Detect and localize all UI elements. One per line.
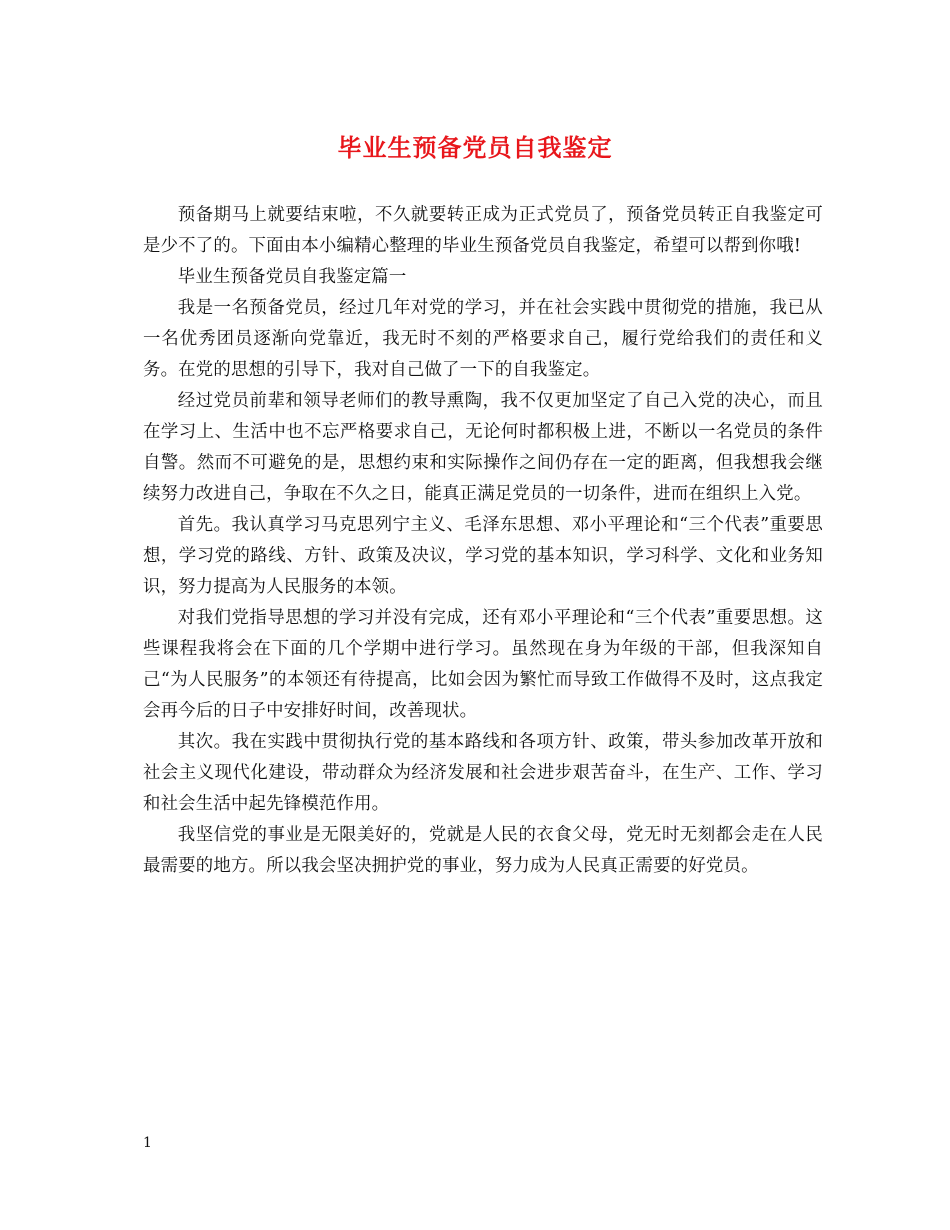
document-body [143, 200, 823, 882]
paragraph-2: 经过党员前辈和领导老师们的教导熏陶，我不仅更加坚定了自己入党的决心，而且在学习上、生活中也不忘严格要求自己，无论何时都积极上进，不断以一名党员的条件自警。然而不可避免的是，思想约束和实际操作之间仍存在一定的距离，但我想我会继续努力改进自己，争取在不久之日，能真正满足党员的一切条件，进而在组织上入党。 [143, 391, 823, 504]
paragraph-4: 对我们党指导思想的学习并没有完成，还有邓小平理论和“三个代表”重要思想。这些课程我将会在下面的几个学期中进行学习。虽然现在身为年级的干部，但我深知自己“为人民服务”的本领还有待提高，比如会因为繁忙而导致工作做得不及时，这点我定会再今后的日子中安排好时间，改善现状。 [143, 608, 823, 721]
paragraph-5: 其次。我在实践中贯彻执行党的基本路线和各项方针、政策，带头参加改革开放和社会主义现代化建设，带动群众为经济发展和社会进步艰苦奋斗，在生产、工作、学习和社会生活中起先锋模范作用。 [143, 732, 823, 814]
page-number: 1 [143, 1135, 152, 1151]
paragraph-section-heading: 毕业生预备党员自我鉴定篇一 [177, 267, 407, 287]
paragraph-3: 首先。我认真学习马克思列宁主义、毛泽东思想、邓小平理论和“三个代表”重要思想，学习党的路线、方针、政策及决议，学习党的基本知识，学习科学、文化和业务知识，努力提高为人民服务的本领。 [143, 515, 823, 597]
paragraph-1: 我是一名预备党员，经过几年对党的学习，并在社会实践中贯彻党的措施，我已从一名优秀团员逐渐向党靠近，我无时不刻的严格要求自己，履行党给我们的责任和义务。在党的思想的引导下，我对自己做了一下的自我鉴定。 [143, 298, 823, 380]
paragraph-6: 我坚信党的事业是无限美好的，党就是人民的衣食父母，党无时无刻都会走在人民最需要的地方。所以我会坚决拥护党的事业，努力成为人民真正需要的好党员。 [143, 825, 823, 876]
paragraph-intro: 预备期马上就要结束啦，不久就要转正成为正式党员了，预备党员转正自我鉴定可是少不了的。下面由本小编精心整理的毕业生预备党员自我鉴定，希望可以帮到你哦! [143, 205, 823, 256]
document-title: 毕业生预备党员自我鉴定 [337, 133, 613, 162]
